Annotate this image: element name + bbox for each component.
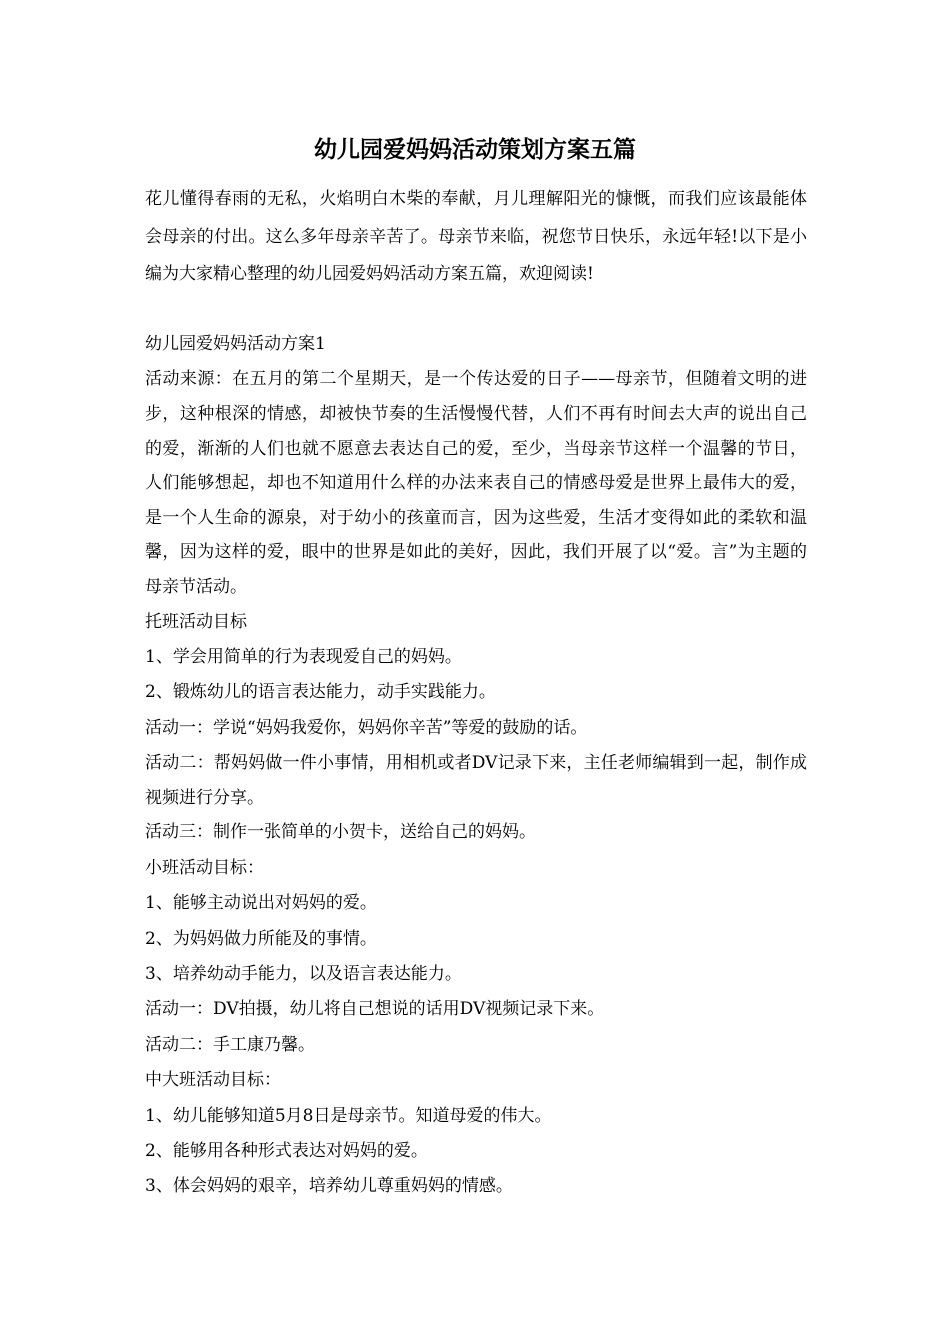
intro-paragraph: 花儿懂得春雨的无私，火焰明白木柴的奉献，月儿理解阳光的慷慨，而我们应该最能体会母亲的付出。这么多年母亲辛苦了。母亲节来临，祝您节日快乐，永远年轻!以下是小编为大家精心整理的幼儿园爱妈妈活动方案五篇，欢迎阅读! (145, 189, 807, 284)
text-line: 2、为妈妈做力所能及的事情。 (145, 928, 377, 949)
text-line: 小班活动目标： (145, 857, 264, 878)
text-line: 1、能够主动说出对妈妈的爱。 (145, 893, 377, 914)
document-title: 幼儿园爱妈妈活动策划方案五篇 (314, 136, 636, 163)
text-line: 2、锻炼幼儿的语言表达能力，动手实践能力。 (145, 682, 496, 703)
text-line: 1、幼儿能够知道5月8日是母亲节。知道母爱的伟大。 (145, 1105, 552, 1126)
section-heading: 幼儿园爱妈妈活动方案1 (145, 334, 326, 354)
activity-two-paragraph: 活动二：帮妈妈做一件小事情，用相机或者DV记录下来，主任老师编辑到一起，制作成视频进行分享。 (145, 753, 807, 808)
text-line: 中大班活动目标： (145, 1070, 281, 1091)
text-line: 活动三：制作一张简单的小贺卡，送给自己的妈妈。 (145, 822, 536, 843)
activity-source-paragraph: 活动来源：在五月的第二个星期天，是一个传达爱的日子——母亲节，但随着文明的进步，这种根深的情感，却被快节奏的生活慢慢代替，人们不再有时间去大声的说出自己的爱，渐渐的人们也就不愿意去表达自己的爱，至少，当母亲节这样一个温馨的节日，人们能够想起，却也不知道用什么样的办法来表自己的情感母爱是世界上最伟大的爱，是一个人生命的源泉，对于幼小的孩童而言，因为这些爱，生活才变得如此的柔软和温馨，因为这样的爱，眼中的世界是如此的美好，因此，我们开展了以“爱。言”为主题的母亲节活动。 (145, 369, 807, 597)
text-line: 托班活动目标 (145, 611, 247, 632)
text-line: 活动二：手工康乃馨。 (145, 1034, 315, 1055)
text-line: 2、能够用各种形式表达对妈妈的爱。 (145, 1141, 428, 1162)
text-line: 3、体会妈妈的艰辛，培养幼儿尊重妈妈的情感。 (145, 1176, 513, 1197)
main-content (145, 327, 807, 1205)
text-line: 3、培养幼动手能力，以及语言表达能力。 (145, 964, 462, 984)
text-line: 活动一：学说“妈妈我爱你，妈妈你辛苦”等爱的鼓励的话。 (145, 717, 588, 738)
text-line: 活动一：DV拍摄，幼儿将自己想说的话用DV视频记录下来。 (145, 999, 605, 1020)
text-line: 1、学会用简单的行为表现爱自己的妈妈。 (145, 646, 462, 667)
